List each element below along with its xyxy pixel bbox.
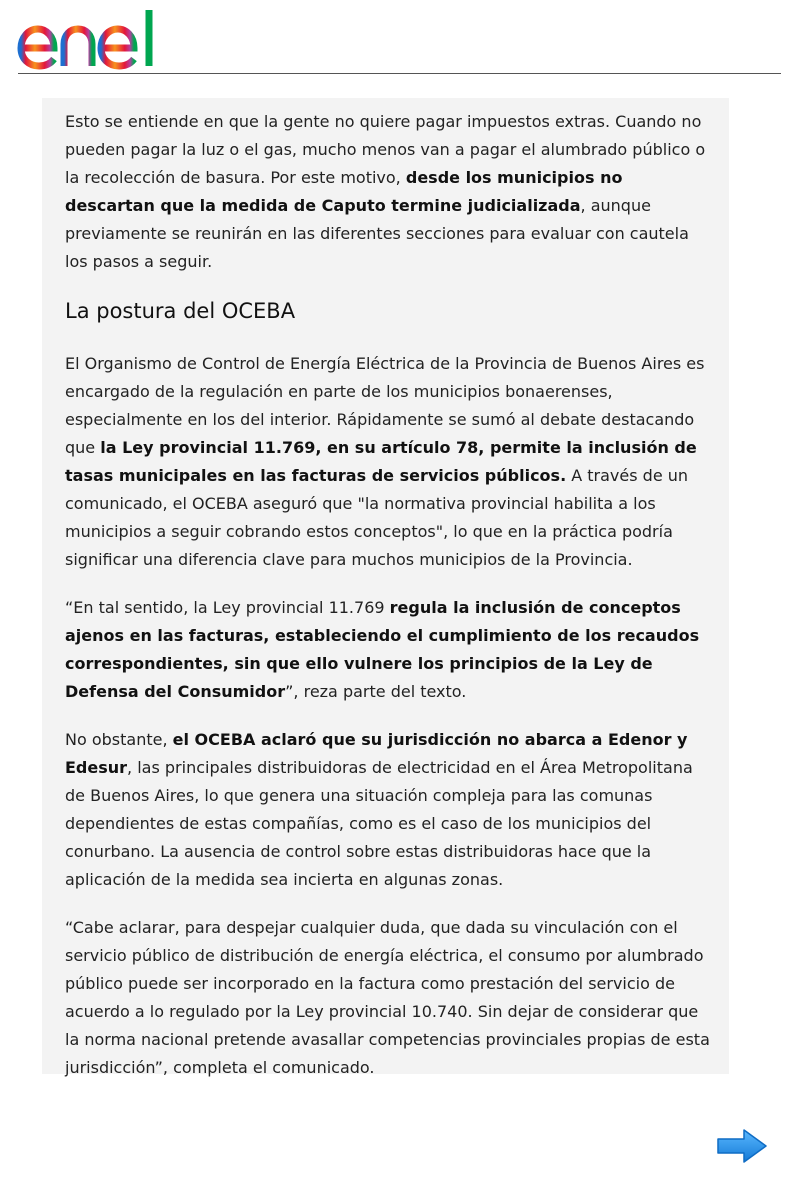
article-paragraph-5: “Cabe aclarar, para despejar cualquier duda, que dada su vinculación con el servicio público de distribución de energía eléctrica, el consumo por alumbrado público puede ser incorporado en la factura como prestación del servicio de acuerdo a lo regulado por la Ley provincial 10.740. Sin dejar de considerar que la norma nacional pretende avasallar competencias provinciales propias de esta jurisdicción”, completa el comunicado. <box>65 918 710 1077</box>
next-page-button[interactable] <box>714 1126 770 1166</box>
article-paragraph-4: No obstante, el OCEBA aclaró que su jurisdicción no abarca a Edenor y Edesur, las principales distribuidoras de electricidad en el Área Metropolitana de Buenos Aires, lo que genera una situación compleja para las comunas dependientes de estas compañías, como es el caso de los municipios del conurbano. La ausencia de control sobre estas distribuidoras hace que la aplicación de la medida sea incierta en algunas zonas. <box>65 730 693 889</box>
article-paragraph-2: El Organismo de Control de Energía Eléctrica de la Provincia de Buenos Aires es encargado de la regulación en parte de los municipios bonaerenses, especialmente en los del interior. Rápidamente se sumó al debate destacando que la Ley provincial 11.769, en su artículo 78, permite la inclusión de tasas municipales en las facturas de servicios públicos. A través de un comunicado, el OCEBA aseguró que "la normativa provincial habilita a los municipios a seguir cobrando estos conceptos", lo que en la práctica podría significar una diferencia clave para muchos municipios de la Provincia. <box>65 354 705 569</box>
highlight-text: regula la inclusión de conceptos ajenos en las facturas, estableciendo el cumplimiento de los recaudos correspondientes, sin que ello vulnere los principios de la Ley de Defensa del Consumidor <box>65 598 700 701</box>
highlight-text: el OCEBA aclaró que su jurisdicción no abarca a Edenor y Edesur <box>65 730 688 777</box>
header-divider <box>18 73 781 74</box>
enel-logo-icon <box>16 8 180 70</box>
article-body <box>42 98 729 1077</box>
enel-logo[interactable] <box>16 8 180 70</box>
section-heading: La postura del OCEBA <box>65 299 296 323</box>
article-paragraph-3: “En tal sentido, la Ley provincial 11.769 regula la inclusión de conceptos ajenos en las facturas, estableciendo el cumplimiento de los recaudos correspondientes, sin que ello vulnere los principios de la Ley de Defensa del Consumidor”, reza parte del texto. <box>65 598 700 701</box>
highlight-text: desde los municipios no descartan que la medida de Caputo termine judicializada <box>65 168 623 215</box>
arrow-right-icon <box>714 1126 770 1166</box>
highlight-text: la Ley provincial 11.769, en su artículo 78, permite la inclusión de tasas municipales en las facturas de servicios públicos. <box>65 438 697 485</box>
article-paragraph-1: Esto se entiende en que la gente no quiere pagar impuestos extras. Cuando no pueden pagar la luz o el gas, mucho menos van a pagar el alumbrado público o la recolección de basura. Por este motivo, desde los municipios no descartan que la medida de Caputo termine judicializada, aunque previamente se reunirán en las diferentes secciones para evaluar con cautela los pasos a seguir. <box>65 112 706 271</box>
site-header <box>0 0 800 76</box>
